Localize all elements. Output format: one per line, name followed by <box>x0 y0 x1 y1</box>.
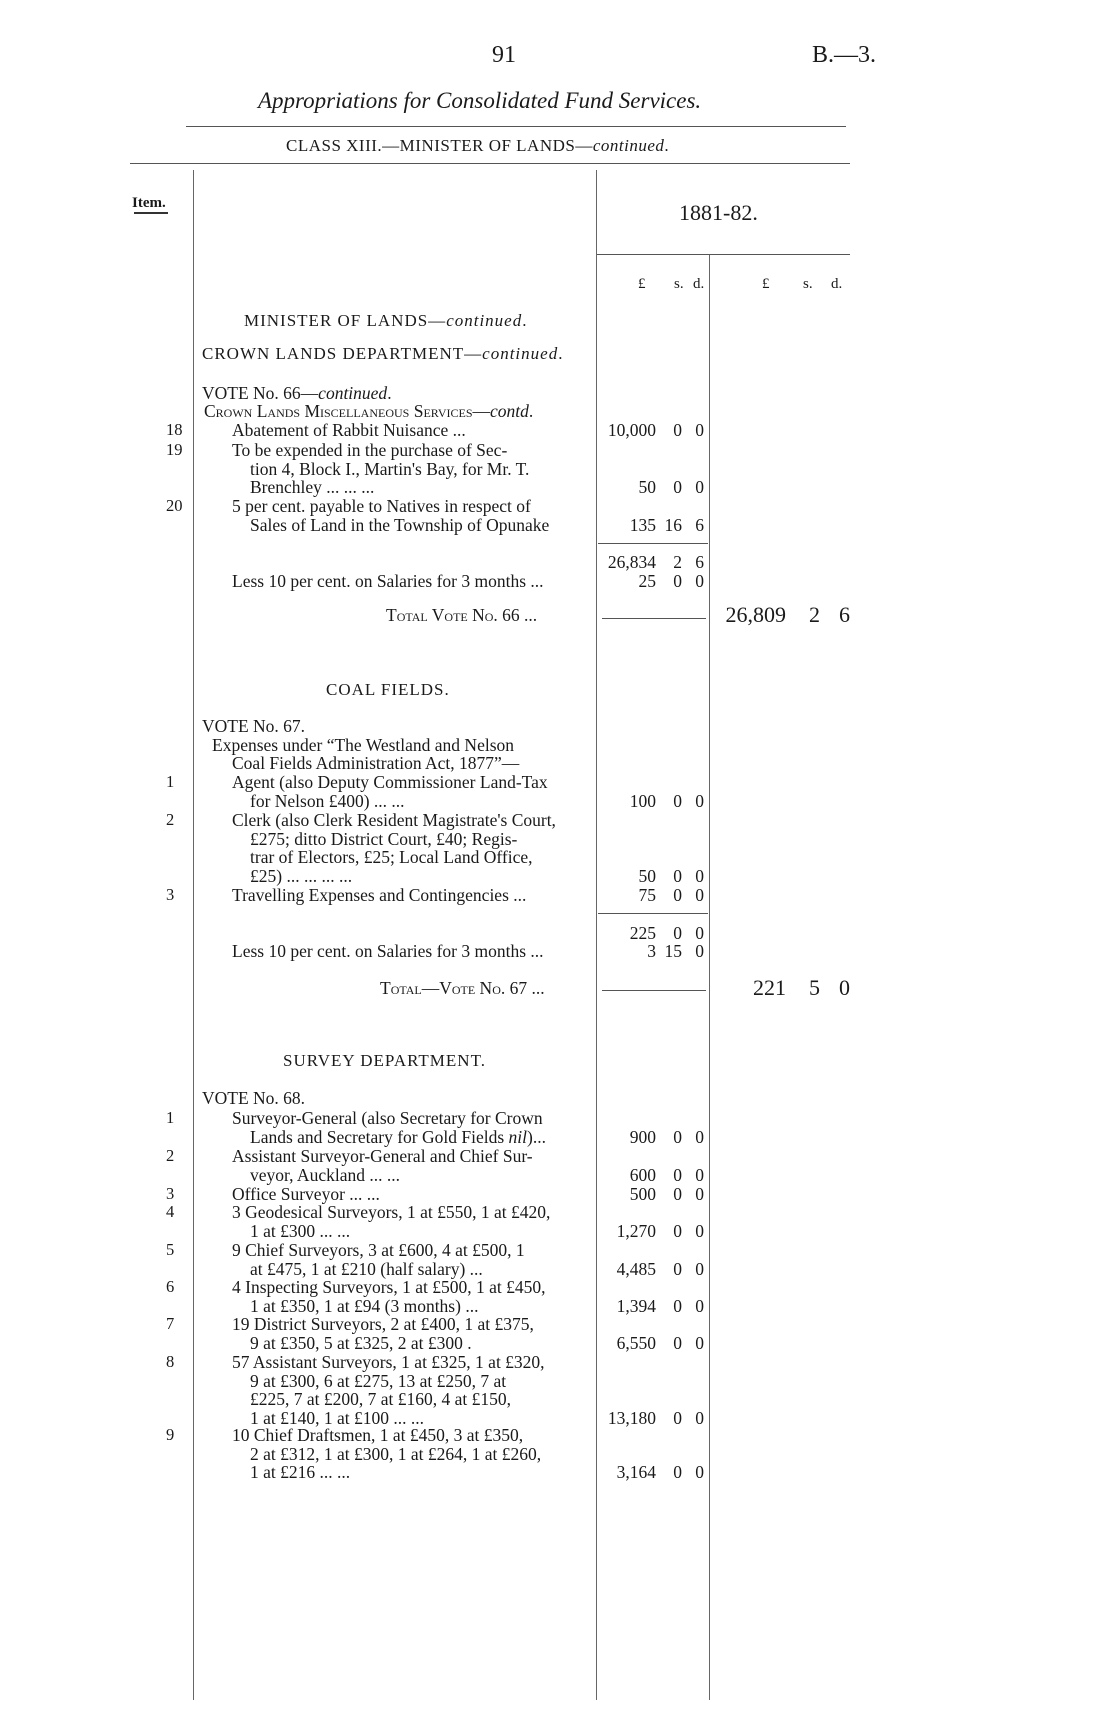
v68-amount-shillings: 0 <box>673 1258 682 1279</box>
v68-amount-pounds: 1,270 <box>616 1220 656 1241</box>
v67-amount-shillings: 0 <box>673 885 682 905</box>
v67-total-pounds: 221 <box>753 975 786 1000</box>
v66-amount-shillings: 0 <box>673 477 682 498</box>
v68-item-description: veyor, Auckland ... ... <box>250 1164 400 1185</box>
v68-item-description: at £475, 1 at £210 (half salary) ... <box>250 1258 483 1279</box>
v67-item-description: for Nelson £400) ... ... <box>250 790 405 811</box>
v68-item-number: 4 <box>166 1202 175 1221</box>
v67-amount-shillings: 0 <box>673 865 682 886</box>
v67-amount-pence: 0 <box>695 790 704 811</box>
v68-item-number: 7 <box>166 1314 175 1333</box>
v68-amount-pence: 0 <box>695 1220 704 1241</box>
amount-column-rule <box>596 170 597 1700</box>
v68-item-description: 9 at £350, 5 at £325, 2 at £300 . <box>250 1332 472 1353</box>
v66-total-pounds: 26,809 <box>725 602 786 627</box>
v68-item-description: 2 at £312, 1 at £300, 1 at £264, 1 at £260, <box>250 1443 542 1464</box>
v68-item-description: 10 Chief Draftsmen, 1 at £450, 3 at £350, <box>232 1425 524 1445</box>
total-column-rule <box>709 255 710 1700</box>
survey-heading: SURVEY DEPARTMENT. <box>283 1051 486 1070</box>
v67-amount-pounds: 75 <box>638 885 656 905</box>
v67-item-description: £275; ditto District Court, £40; Regis- <box>250 828 518 849</box>
v68-item-description: Assistant Surveyor-General and Chief Sur- <box>232 1146 533 1166</box>
vote-66-heading: VOTE No. 66—continued. <box>202 383 392 403</box>
v66-amount-pence: 0 <box>695 420 704 440</box>
v68-amount-pounds: 1,394 <box>616 1295 656 1316</box>
v66-item-number: 20 <box>166 496 183 515</box>
v66-subtotal-pounds: 26,834 <box>607 552 656 572</box>
v68-item-number: 2 <box>166 1146 175 1165</box>
v66-amount-pence: 6 <box>695 514 704 535</box>
table-top-rule <box>130 163 850 164</box>
v67-amount-pounds: 100 <box>629 790 656 811</box>
v68-amount-pounds: 500 <box>629 1184 656 1204</box>
v68-item-description: 1 at £300 ... ... <box>250 1220 351 1241</box>
v68-item-description: Lands and Secretary for Gold Fields nil)... <box>250 1126 546 1147</box>
v67-item-description: Travelling Expenses and Contingencies ... <box>232 885 527 905</box>
page-title: Appropriations for Consolidated Fund Services. <box>258 88 702 113</box>
v67-amount-pounds: 50 <box>638 865 656 886</box>
vote-68-heading: VOTE No. 68. <box>202 1088 306 1108</box>
vote-67-heading: VOTE No. 67. <box>202 716 306 736</box>
v67-subtotal-pence: 0 <box>695 923 704 943</box>
v67-total-label: Total—Vote No. 67 ... <box>380 978 545 998</box>
v66-amount-pounds: 10,000 <box>607 420 656 440</box>
v68-item-description: 9 at £300, 6 at £275, 13 at £250, 7 at <box>250 1370 507 1391</box>
v67-item-number: 2 <box>166 810 175 829</box>
v66-subtotal-rule <box>598 543 708 544</box>
v67-subtotal-rule <box>598 913 708 914</box>
v68-amount-pounds: 6,550 <box>616 1332 656 1353</box>
v66-less-label: Less 10 per cent. on Salaries for 3 months ... <box>232 571 544 591</box>
v68-amount-pence: 0 <box>695 1407 704 1428</box>
v67-item-description: Agent (also Deputy Commissioner Land-Tax <box>232 772 548 792</box>
header-rule <box>186 126 846 127</box>
v67-total-shillings: 5 <box>809 975 820 1000</box>
pounds-header-1: £ <box>638 276 646 292</box>
v66-item-number: 19 <box>166 440 183 459</box>
v68-amount-shillings: 0 <box>673 1126 682 1147</box>
vote-66-subheading: Crown Lands Miscellaneous Services—contd. <box>204 401 534 421</box>
v66-item-description: Abatement of Rabbit Nuisance ... <box>232 420 466 440</box>
v68-amount-pence: 0 <box>695 1126 704 1147</box>
v68-amount-shillings: 0 <box>673 1295 682 1316</box>
v68-item-description: 3 Geodesical Surveyors, 1 at £550, 1 at £420, <box>232 1202 551 1222</box>
v67-total-pence: 0 <box>839 975 850 1000</box>
v68-item-description: 9 Chief Surveyors, 3 at £600, 4 at £500, 1 <box>232 1240 525 1260</box>
v68-amount-shillings: 0 <box>673 1407 682 1428</box>
pence-header-2: d. <box>831 276 843 292</box>
v66-less-pounds: 25 <box>638 571 656 591</box>
v68-item-description: 57 Assistant Surveyors, 1 at £325, 1 at £320, <box>232 1352 545 1372</box>
v68-amount-pence: 0 <box>695 1295 704 1316</box>
v66-subtotal-shillings: 2 <box>673 552 682 572</box>
v68-amount-pence: 0 <box>695 1184 704 1204</box>
item-column-rule <box>193 170 194 1700</box>
v68-amount-pounds: 900 <box>629 1126 656 1147</box>
v68-item-number: 5 <box>166 1240 175 1259</box>
shillings-header-1: s. <box>674 276 684 292</box>
minister-heading: MINISTER OF LANDS—continued. <box>244 311 528 330</box>
v67-subtotal-pounds: 225 <box>629 923 656 943</box>
v66-total-shillings: 2 <box>809 602 820 627</box>
v66-item-description: 5 per cent. payable to Natives in respect of <box>232 496 531 516</box>
v68-item-description: 1 at £350, 1 at £94 (3 months) ... <box>250 1295 479 1316</box>
class-title: CLASS XIII.—MINISTER OF LANDS—continued. <box>286 136 670 155</box>
v68-item-description: 4 Inspecting Surveyors, 1 at £500, 1 at £450, <box>232 1277 546 1297</box>
pence-header-1: d. <box>693 276 705 292</box>
v68-amount-pounds: 3,164 <box>616 1462 656 1483</box>
v68-amount-shillings: 0 <box>673 1164 682 1185</box>
v68-amount-shillings: 0 <box>673 1220 682 1241</box>
v66-amount-shillings: 16 <box>664 514 682 535</box>
year-underline <box>597 254 850 255</box>
item-column-header: Item. <box>132 195 166 211</box>
v68-amount-pence: 0 <box>695 1462 704 1483</box>
vote-67-description: Expenses under “The Westland and Nelson <box>212 735 515 755</box>
v67-amount-pence: 0 <box>695 865 704 886</box>
v66-total-rule <box>602 618 706 619</box>
shillings-header-2: s. <box>803 276 813 292</box>
crown-lands-heading: CROWN LANDS DEPARTMENT—continued. <box>202 344 564 363</box>
v67-subtotal-shillings: 0 <box>673 923 682 943</box>
document-reference: B.—3. <box>812 42 877 68</box>
v66-amount-pence: 0 <box>695 477 704 498</box>
v68-item-number: 8 <box>166 1352 175 1371</box>
v67-item-description: trar of Electors, £25; Local Land Office, <box>250 847 533 868</box>
v67-item-description: Clerk (also Clerk Resident Magistrate's Court, <box>232 810 556 830</box>
v66-item-description: tion 4, Block I., Martin's Bay, for Mr. T. <box>250 458 530 479</box>
v66-total-label: Total Vote No. 66 ... <box>386 605 538 625</box>
coal-fields-heading: COAL FIELDS. <box>326 680 450 699</box>
v67-amount-shillings: 0 <box>673 790 682 811</box>
v68-item-description: 19 District Surveyors, 2 at £400, 1 at £375, <box>232 1314 534 1334</box>
v67-item-number: 3 <box>166 885 175 904</box>
v68-item-description: £225, 7 at £200, 7 at £160, 4 at £150, <box>250 1389 512 1410</box>
v67-less-pounds: 3 <box>647 941 656 961</box>
v68-item-number: 3 <box>166 1184 175 1203</box>
v68-item-number: 9 <box>166 1425 175 1444</box>
v67-item-description: £25) ... ... ... ... <box>250 865 353 886</box>
v66-item-description: Sales of Land in the Township of Opunake <box>250 514 550 535</box>
v67-less-label: Less 10 per cent. on Salaries for 3 months ... <box>232 941 544 961</box>
v66-less-shillings: 0 <box>673 571 682 591</box>
v66-item-description: To be expended in the purchase of Sec- <box>232 440 508 460</box>
v68-item-description: Office Surveyor ... ... <box>232 1184 380 1204</box>
v68-item-number: 6 <box>166 1277 175 1296</box>
v68-item-number: 1 <box>166 1108 175 1127</box>
vote-67-description-2: Coal Fields Administration Act, 1877”— <box>232 753 520 773</box>
v68-amount-pence: 0 <box>695 1332 704 1353</box>
v66-amount-pounds: 50 <box>638 477 656 498</box>
v68-amount-pounds: 13,180 <box>607 1407 656 1428</box>
v66-amount-pounds: 135 <box>629 514 656 535</box>
fiscal-year: 1881-82. <box>679 200 758 225</box>
page-number: 91 <box>492 42 516 68</box>
v68-amount-pounds: 600 <box>629 1164 656 1185</box>
v68-amount-pence: 0 <box>695 1258 704 1279</box>
v66-less-pence: 0 <box>695 571 704 591</box>
v68-amount-shillings: 0 <box>673 1332 682 1353</box>
item-header-underline <box>134 212 168 214</box>
v66-amount-shillings: 0 <box>673 420 682 440</box>
v67-amount-pence: 0 <box>695 885 704 905</box>
v66-total-pence: 6 <box>839 602 850 627</box>
v67-less-shillings: 15 <box>664 941 682 961</box>
v68-item-description: 1 at £140, 1 at £100 ... ... <box>250 1407 425 1428</box>
v66-item-description: Brenchley ... ... ... <box>250 477 375 498</box>
v67-less-pence: 0 <box>695 941 704 961</box>
v68-item-description: Surveyor-General (also Secretary for Crown <box>232 1108 543 1128</box>
v68-amount-pounds: 4,485 <box>616 1258 656 1279</box>
pounds-header-2: £ <box>762 276 770 292</box>
v68-amount-pence: 0 <box>695 1164 704 1185</box>
v67-item-number: 1 <box>166 772 175 791</box>
v66-item-number: 18 <box>166 420 183 439</box>
v68-item-description: 1 at £216 ... ... <box>250 1462 351 1483</box>
v68-amount-shillings: 0 <box>673 1462 682 1483</box>
v67-total-rule <box>602 990 706 991</box>
v66-subtotal-pence: 6 <box>695 552 704 572</box>
v68-amount-shillings: 0 <box>673 1184 682 1204</box>
